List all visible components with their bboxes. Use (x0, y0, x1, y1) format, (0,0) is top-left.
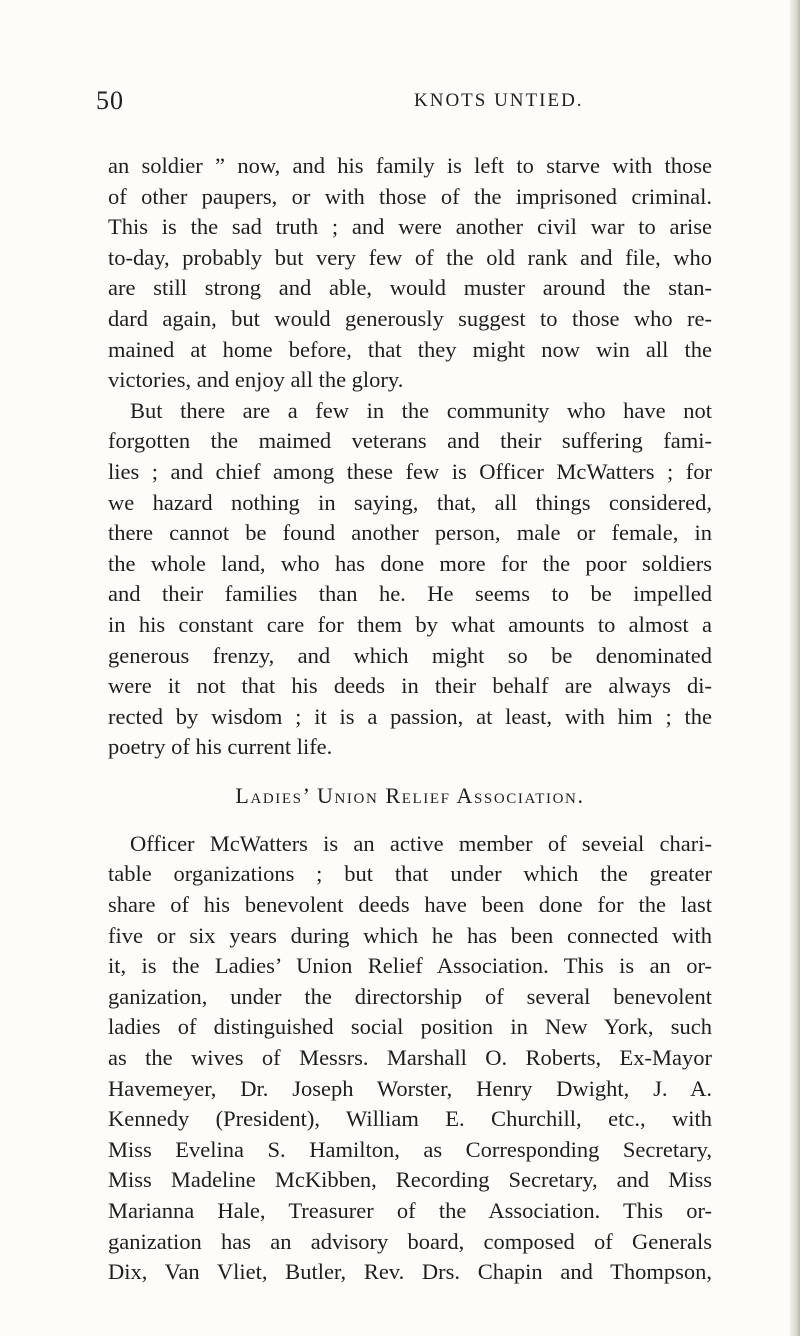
text-line: mained at home before, that they might now win all the (108, 336, 712, 362)
text-line: ladies of distinguished social position in New York, such (108, 1014, 712, 1040)
text-line: as the wives of Messrs. Marshall O. Roberts, Ex-Mayor (108, 1045, 712, 1071)
page-edge-shadow (790, 0, 800, 1336)
text-line: Kennedy (President), William E. Churchill, etc., with (108, 1106, 712, 1132)
text-line: poetry of his current life. (108, 734, 333, 760)
text-line: there cannot be found another person, male or female, in (108, 520, 712, 546)
text-line: forgotten the maimed veterans and their suffering fami- (108, 428, 712, 454)
paragraph-1 (108, 151, 712, 396)
text-line: were it not that his deeds in their behalf are always di- (108, 673, 712, 699)
text-line: victories, and enjoy all the glory. (108, 367, 404, 393)
text-line: an soldier ” now, and his family is left to starve with those (108, 153, 712, 178)
running-head: KNOTS UNTIED. (414, 90, 584, 111)
text-line: Havemeyer, Dr. Joseph Worster, Henry Dwight, J. A. (108, 1075, 712, 1101)
text-line: of other paupers, or with those of the imprisoned criminal. (108, 183, 712, 209)
text-line: ganization, under the directorship of several benevolent (108, 983, 712, 1009)
text-line: five or six years during which he has been connected with (108, 922, 712, 948)
text-line: dard again, but would generously suggest to those who re- (108, 305, 712, 331)
page-header (96, 86, 710, 116)
text-line: This is the sad truth ; and were another civil war to arise (108, 214, 712, 240)
text-line: in his constant care for them by what amounts to almost a (108, 611, 712, 637)
page-number: 50 (96, 86, 124, 115)
text-line: to-day, probably but very few of the old rank and file, who (108, 244, 712, 270)
text-line: Dix, Van Vliet, Butler, Rev. Drs. Chapin and Thompson, (108, 1259, 712, 1285)
text-line: generous frenzy, and which might so be denominated (108, 642, 712, 668)
text-line: rected by wisdom ; it is a passion, at least, with him ; the (108, 703, 712, 729)
text-line: lies ; and chief among these few is Officer McWatters ; for (108, 458, 712, 484)
text-line: Officer McWatters is an active member of seveial chari- (130, 830, 712, 856)
text-line: But there are a few in the community who have not (130, 397, 712, 423)
text-line: Miss Madeline McKibben, Recording Secretary, and Miss (108, 1167, 712, 1193)
paragraph-3 (108, 829, 712, 1288)
body-text (108, 151, 712, 1288)
text-line: and their families than he. He seems to be impelled (108, 581, 712, 607)
text-line: ganization has an advisory board, composed of Generals (108, 1228, 712, 1254)
text-line: it, is the Ladies’ Union Relief Association. This is an or- (108, 953, 712, 979)
text-line: Marianna Hale, Treasurer of the Association. This or- (108, 1198, 712, 1223)
text-line: Miss Evelina S. Hamilton, as Corresponding Secretary, (108, 1136, 712, 1162)
text-line: are still strong and able, would muster around the stan- (108, 275, 712, 301)
text-line: the whole land, who has done more for the poor soldiers (108, 550, 712, 576)
text-line: table organizations ; but that under which the greater (108, 861, 712, 887)
paragraph-2 (108, 396, 712, 763)
section-heading: Ladies’ Union Relief Association. (235, 782, 585, 808)
text-line: share of his benevolent deeds have been done for the last (108, 892, 712, 918)
text-line: we hazard nothing in saying, that, all things considered, (108, 489, 712, 515)
